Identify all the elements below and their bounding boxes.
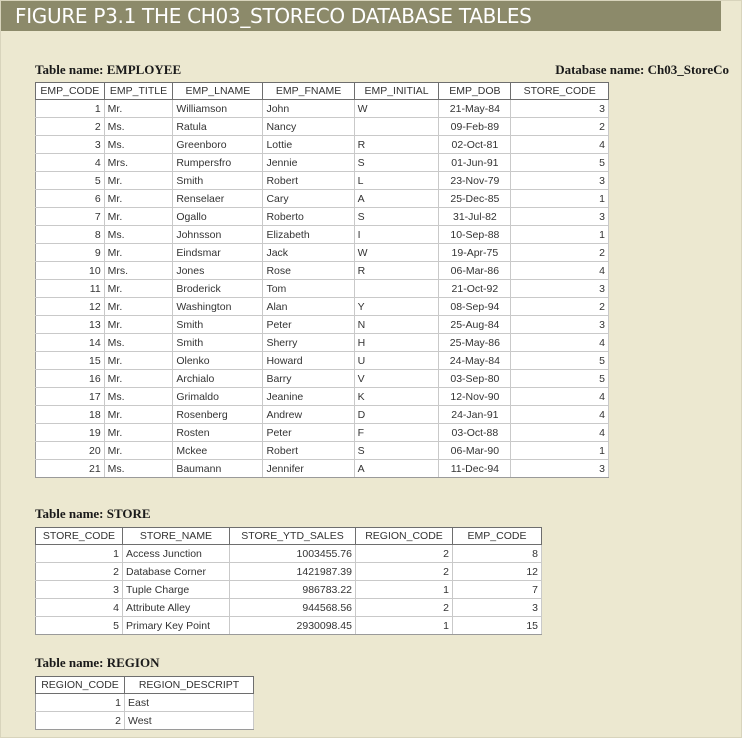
table-row [36, 406, 609, 424]
employee-cell: U [354, 352, 439, 370]
region-cell: East [125, 694, 254, 712]
store-cell: 2930098.45 [230, 617, 356, 635]
employee-cell: Smith [173, 316, 263, 334]
store-table-name: Table name: STORE [35, 506, 151, 521]
store-cell: Primary Key Point [123, 617, 230, 635]
employee-cell: Eindsmar [173, 244, 263, 262]
employee-cell [354, 118, 439, 136]
employee-cell: Tom [263, 280, 354, 298]
employee-cell: Robert [263, 172, 354, 190]
table-row [36, 388, 609, 406]
employee-cell: Archialo [173, 370, 263, 388]
employee-cell: 25-Dec-85 [439, 190, 511, 208]
employee-col-header: EMP_CODE [36, 83, 105, 100]
employee-cell: 25-Aug-84 [439, 316, 511, 334]
employee-cell: N [354, 316, 439, 334]
employee-cell: Smith [173, 172, 263, 190]
employee-cell: 25-May-86 [439, 334, 511, 352]
employee-cell: H [354, 334, 439, 352]
employee-cell: Mr. [104, 208, 173, 226]
employee-cell: 5 [511, 370, 609, 388]
employee-cell: 14 [36, 334, 105, 352]
table-row [36, 581, 542, 599]
table-row [36, 316, 609, 334]
employee-col-header: STORE_CODE [511, 83, 609, 100]
employee-cell: Ms. [104, 334, 173, 352]
employee-cell: John [263, 100, 354, 118]
employee-col-header: EMP_FNAME [263, 83, 354, 100]
employee-cell: Ms. [104, 118, 173, 136]
employee-cell: Broderick [173, 280, 263, 298]
table-row [36, 226, 609, 244]
employee-cell: 17 [36, 388, 105, 406]
employee-cell: Jennie [263, 154, 354, 172]
region-table [35, 676, 254, 730]
employee-cell: Rose [263, 262, 354, 280]
table-row [36, 460, 609, 478]
store-cell: Attribute Alley [123, 599, 230, 617]
store-col-header: STORE_CODE [36, 528, 123, 545]
employee-cell: 06-Mar-86 [439, 262, 511, 280]
table-row [36, 190, 609, 208]
employee-cell: 3 [511, 172, 609, 190]
employee-cell: 10 [36, 262, 105, 280]
store-col-header: STORE_NAME [123, 528, 230, 545]
employee-cell: Robert [263, 442, 354, 460]
employee-cell: 18 [36, 406, 105, 424]
store-cell: 4 [36, 599, 123, 617]
employee-cell: 1 [511, 190, 609, 208]
region-col-header: REGION_CODE [36, 677, 125, 694]
store-cell: 3 [36, 581, 123, 599]
store-header-row [36, 528, 542, 545]
employee-cell: Jack [263, 244, 354, 262]
table-row [36, 154, 609, 172]
region-cell: 2 [36, 712, 125, 730]
table-row [36, 563, 542, 581]
employee-cell: S [354, 442, 439, 460]
employee-cell: Greenboro [173, 136, 263, 154]
table-row [36, 694, 254, 712]
employee-cell: Rosten [173, 424, 263, 442]
store-cell: 8 [453, 545, 542, 563]
employee-cell: Mr. [104, 442, 173, 460]
employee-cell: 4 [511, 406, 609, 424]
employee-cell: Mr. [104, 244, 173, 262]
employee-cell: Mr. [104, 100, 173, 118]
store-cell: 5 [36, 617, 123, 635]
employee-cell: Ms. [104, 226, 173, 244]
employee-cell: Ratula [173, 118, 263, 136]
employee-body [36, 100, 609, 478]
employee-cell: 11-Dec-94 [439, 460, 511, 478]
employee-cell: Sherry [263, 334, 354, 352]
region-header-row [36, 677, 254, 694]
employee-cell: Peter [263, 424, 354, 442]
employee-cell [354, 280, 439, 298]
employee-cell: 19 [36, 424, 105, 442]
employee-cell: R [354, 262, 439, 280]
store-cell: Access Junction [123, 545, 230, 563]
employee-cell: 01-Jun-91 [439, 154, 511, 172]
employee-cell: 23-Nov-79 [439, 172, 511, 190]
employee-cell: 6 [36, 190, 105, 208]
employee-cell: 4 [511, 136, 609, 154]
employee-col-header: EMP_LNAME [173, 83, 263, 100]
employee-cell: Ms. [104, 388, 173, 406]
employee-cell: 24-May-84 [439, 352, 511, 370]
table-row [36, 599, 542, 617]
employee-cell: S [354, 154, 439, 172]
employee-cell: 1 [511, 226, 609, 244]
employee-cell: 7 [36, 208, 105, 226]
employee-col-header: EMP_INITIAL [354, 83, 439, 100]
store-col-header: EMP_CODE [453, 528, 542, 545]
employee-cell: 2 [511, 118, 609, 136]
region-table-name: Table name: REGION [35, 655, 160, 670]
table-row [36, 617, 542, 635]
region-cell: 1 [36, 694, 125, 712]
employee-cell: 9 [36, 244, 105, 262]
employee-cell: W [354, 244, 439, 262]
store-cell: 1 [36, 545, 123, 563]
table-row [36, 172, 609, 190]
employee-cell: Peter [263, 316, 354, 334]
employee-cell: F [354, 424, 439, 442]
employee-cell: 03-Oct-88 [439, 424, 511, 442]
employee-cell: 5 [36, 172, 105, 190]
employee-cell: Mr. [104, 370, 173, 388]
employee-cell: S [354, 208, 439, 226]
store-table [35, 527, 542, 635]
store-cell: Tuple Charge [123, 581, 230, 599]
employee-cell: 21-Oct-92 [439, 280, 511, 298]
table-row [36, 100, 609, 118]
employee-cell: Mckee [173, 442, 263, 460]
store-cell: 1421987.39 [230, 563, 356, 581]
employee-cell: 3 [511, 460, 609, 478]
employee-cell: Rosenberg [173, 406, 263, 424]
employee-cell: Nancy [263, 118, 354, 136]
employee-header-row [36, 83, 609, 100]
table-row [36, 424, 609, 442]
employee-cell: V [354, 370, 439, 388]
table-row [36, 244, 609, 262]
store-cell: 2 [356, 545, 453, 563]
table-row [36, 298, 609, 316]
employee-cell: Elizabeth [263, 226, 354, 244]
employee-cell: Mr. [104, 316, 173, 334]
employee-cell: Jennifer [263, 460, 354, 478]
employee-cell: 03-Sep-80 [439, 370, 511, 388]
employee-cell: 5 [511, 352, 609, 370]
store-col-header: STORE_YTD_SALES [230, 528, 356, 545]
table-row [36, 208, 609, 226]
store-cell: 2 [356, 563, 453, 581]
employee-cell: W [354, 100, 439, 118]
database-name: Database name: Ch03_StoreCo [555, 62, 729, 77]
store-cell: Database Corner [123, 563, 230, 581]
employee-cell: K [354, 388, 439, 406]
employee-cell: Mr. [104, 424, 173, 442]
region-body [36, 694, 254, 730]
employee-cell: 08-Sep-94 [439, 298, 511, 316]
employee-cell: 3 [511, 208, 609, 226]
employee-table-name: Table name: EMPLOYEE [35, 62, 182, 77]
table-row [36, 136, 609, 154]
employee-cell: 24-Jan-91 [439, 406, 511, 424]
employee-cell: 21-May-84 [439, 100, 511, 118]
region-cell: West [125, 712, 254, 730]
table-row [36, 442, 609, 460]
store-cell: 2 [356, 599, 453, 617]
employee-cell: 02-Oct-81 [439, 136, 511, 154]
employee-cell: Olenko [173, 352, 263, 370]
employee-cell: 12-Nov-90 [439, 388, 511, 406]
employee-cell: Mr. [104, 280, 173, 298]
employee-cell: Roberto [263, 208, 354, 226]
store-cell: 1 [356, 581, 453, 599]
figure-title: FIGURE P3.1 THE CH03_STORECO DATABASE TABLES [1, 1, 721, 31]
store-cell: 944568.56 [230, 599, 356, 617]
employee-cell: 2 [36, 118, 105, 136]
employee-cell: 2 [511, 244, 609, 262]
employee-cell: Lottie [263, 136, 354, 154]
table-row [36, 370, 609, 388]
employee-cell: 1 [36, 100, 105, 118]
store-cell: 7 [453, 581, 542, 599]
employee-cell: 3 [511, 316, 609, 334]
employee-cell: 4 [511, 334, 609, 352]
store-cell: 1 [356, 617, 453, 635]
employee-cell: A [354, 190, 439, 208]
employee-cell: 11 [36, 280, 105, 298]
table-row [36, 262, 609, 280]
employee-cell: 21 [36, 460, 105, 478]
employee-cell: Mrs. [104, 154, 173, 172]
employee-cell: 16 [36, 370, 105, 388]
employee-col-header: EMP_TITLE [104, 83, 173, 100]
employee-cell: Jones [173, 262, 263, 280]
store-col-header: REGION_CODE [356, 528, 453, 545]
employee-col-header: EMP_DOB [439, 83, 511, 100]
employee-cell: Andrew [263, 406, 354, 424]
employee-cell: Alan [263, 298, 354, 316]
employee-cell: 20 [36, 442, 105, 460]
employee-cell: 10-Sep-88 [439, 226, 511, 244]
table-row [36, 352, 609, 370]
employee-cell: I [354, 226, 439, 244]
employee-cell: Ms. [104, 460, 173, 478]
employee-cell: A [354, 460, 439, 478]
employee-cell: 1 [511, 442, 609, 460]
employee-cell: 2 [511, 298, 609, 316]
employee-cell: Y [354, 298, 439, 316]
employee-cell: Mrs. [104, 262, 173, 280]
employee-cell: 09-Feb-89 [439, 118, 511, 136]
employee-cell: Cary [263, 190, 354, 208]
employee-cell: L [354, 172, 439, 190]
employee-cell: 8 [36, 226, 105, 244]
employee-cell: Mr. [104, 352, 173, 370]
employee-cell: R [354, 136, 439, 154]
employee-cell: Jeanine [263, 388, 354, 406]
employee-cell: Rumpersfro [173, 154, 263, 172]
employee-table [35, 82, 609, 478]
employee-cell: 31-Jul-82 [439, 208, 511, 226]
employee-cell: Mr. [104, 298, 173, 316]
employee-cell: 5 [511, 154, 609, 172]
store-cell: 986783.22 [230, 581, 356, 599]
table-row [36, 334, 609, 352]
store-cell: 3 [453, 599, 542, 617]
employee-cell: 4 [511, 424, 609, 442]
table-row [36, 545, 542, 563]
store-cell: 15 [453, 617, 542, 635]
employee-cell: 15 [36, 352, 105, 370]
employee-cell: 3 [36, 136, 105, 154]
employee-cell: 3 [511, 280, 609, 298]
employee-cell: Grimaldo [173, 388, 263, 406]
store-body [36, 545, 542, 635]
store-cell: 1003455.76 [230, 545, 356, 563]
employee-cell: 4 [511, 388, 609, 406]
employee-cell: Baumann [173, 460, 263, 478]
employee-cell: Smith [173, 334, 263, 352]
employee-cell: 13 [36, 316, 105, 334]
store-cell: 12 [453, 563, 542, 581]
table-row [36, 712, 254, 730]
employee-cell: Barry [263, 370, 354, 388]
employee-cell: Williamson [173, 100, 263, 118]
employee-cell: Johnsson [173, 226, 263, 244]
employee-cell: D [354, 406, 439, 424]
region-col-header: REGION_DESCRIPT [125, 677, 254, 694]
employee-cell: 19-Apr-75 [439, 244, 511, 262]
employee-cell: Mr. [104, 406, 173, 424]
employee-cell: 06-Mar-90 [439, 442, 511, 460]
store-cell: 2 [36, 563, 123, 581]
employee-cell: 3 [511, 100, 609, 118]
employee-cell: 12 [36, 298, 105, 316]
table-row [36, 118, 609, 136]
employee-cell: Mr. [104, 190, 173, 208]
employee-cell: 4 [511, 262, 609, 280]
employee-cell: Renselaer [173, 190, 263, 208]
table-row [36, 280, 609, 298]
employee-cell: Ms. [104, 136, 173, 154]
employee-cell: Howard [263, 352, 354, 370]
employee-cell: Mr. [104, 172, 173, 190]
employee-cell: 4 [36, 154, 105, 172]
employee-cell: Washington [173, 298, 263, 316]
employee-cell: Ogallo [173, 208, 263, 226]
